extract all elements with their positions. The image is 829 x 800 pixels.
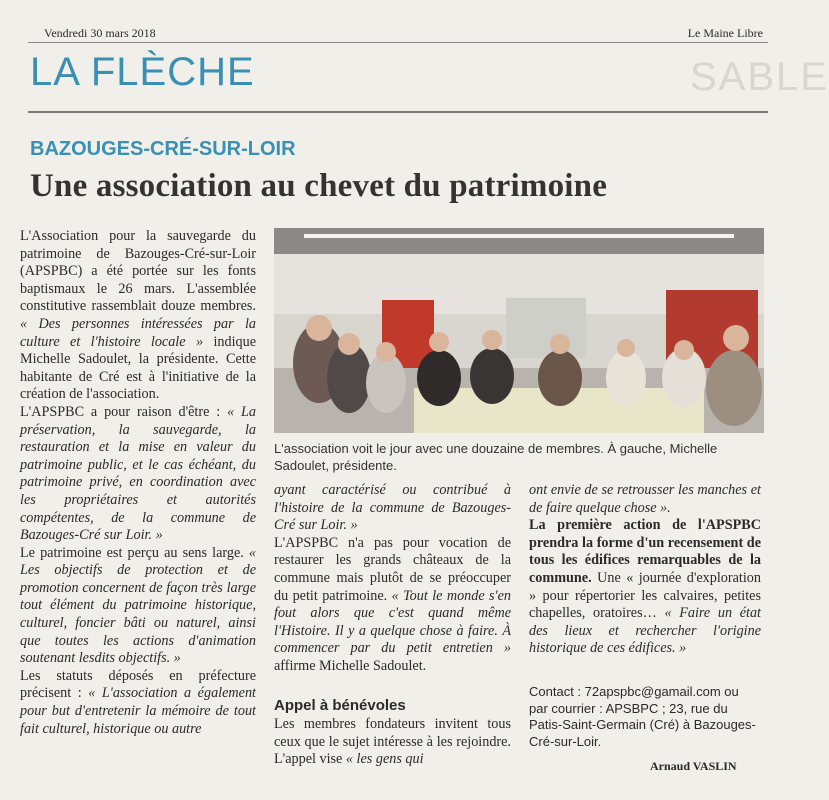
author-byline: Arnaud VASLIN xyxy=(650,759,737,773)
section-rule xyxy=(28,111,768,113)
body-text: Une « journée d'exploration » pour répertorier les calvaires, petites chapelles, oratoires… xyxy=(529,569,761,622)
quote-text: ayant caractérisé ou contribué à l'histoire de la commune de Bazouges-Cré sur Loir. » xyxy=(274,482,511,534)
quote-text: « les gens qui xyxy=(345,751,424,768)
quote-text: « Des personnes intéressées par la culture et l'histoire locale » xyxy=(20,315,256,350)
lead-text: La première action de l'APSPBC prendra la forme d'un recensement de tous les édifices remarquables de la commune. xyxy=(529,517,761,586)
article-column-2-end xyxy=(274,716,511,769)
background-bleed-text: SABLE xyxy=(690,55,829,99)
section-label: BAZOUGES-CRÉ-SUR-LOIR xyxy=(30,138,296,160)
group-photo-illustration xyxy=(274,228,764,433)
article-column-2 xyxy=(274,482,511,676)
body-text: indique Michelle Sadoulet, la présidente. Cette habitante de Cré est à l'initiative de la création de l'association. xyxy=(20,333,256,403)
body-text: Le patrimoine est perçu au sens large. xyxy=(20,544,249,561)
quote-text: « Les objectifs de protection et de promotion concernent de façon très large tout élément du patrimoine historique, culturel, foncier bâti ou naturel, ainsi que toutes les actions d'animation soutenant lesdits objectifs. » xyxy=(20,544,256,667)
town-heading: LA FLÈCHE xyxy=(30,50,255,94)
header-rule xyxy=(28,42,768,43)
body-text: L'APSPBC n'a pas pour vocation de restaurer les grands châteaux de la commune mais plutôt de se préoccuper du petit patrimoine. xyxy=(274,534,511,604)
article-column-1 xyxy=(20,228,256,738)
newspaper-name: Le Maine Libre xyxy=(687,26,763,40)
article-column-3 xyxy=(529,482,761,658)
quote-text: « La préservation, la sauvegarde, la restauration et la mise en valeur du patrimoine public, et le cas échéant, du patrimoine privé, en coordination avec les propriétaires et autorités compétentes, de la commune de Bazouges-Cré sur Loir. » xyxy=(20,403,256,544)
contact-info: Contact : 72apspbc@gamail.com ou par courrier : APSBPC ; 23, rue du Patis-Saint-Germain (Cré) à Bazouges-Cré-sur-Loir. xyxy=(529,684,756,749)
quote-text: « L'association a également pour but d'entretenir la mémoire de tout fait culturel, historique ou autre xyxy=(20,685,256,737)
body-text: Les statuts déposés en préfecture précisent : xyxy=(20,667,256,702)
article-title: Une association au chevet du patrimoine xyxy=(30,168,608,204)
body-text: Les membres fondateurs invitent tous ceux que le sujet intéresse à les rejoindre. L'appel vise xyxy=(274,716,511,768)
photo-caption: L'association voit le jour avec une douzaine de membres. À gauche, Michelle Sadoulet, présidente. xyxy=(274,441,718,473)
article-photo xyxy=(274,228,764,433)
body-text: L'Association pour la sauvegarde du patrimoine de Bazouges-Cré-sur-Loir (APSPBC) a été portée sur les fonts baptismaux le 26 mars. L'assemblée constitutive rassemblait douze membres. xyxy=(20,228,256,315)
quote-text: ont envie de se retrousser les manches et de faire quelque chose ». xyxy=(529,482,761,516)
body-text: L'APSPBC a pour raison d'être : xyxy=(20,403,228,420)
subheading: Appel à bénévoles xyxy=(274,697,406,714)
quote-text: « Faire un état des lieux et rechercher l'origine historique de ces édifices. » xyxy=(529,605,761,657)
quote-text: « Tout le monde s'en fout alors que c'est quand même l'Histoire. Il y a quelque chose à faire. À commencer par du petit entretien » xyxy=(274,587,511,657)
issue-date: Vendredi 30 mars 2018 xyxy=(44,26,156,40)
body-text: affirme Michelle Sadoulet. xyxy=(274,657,427,674)
